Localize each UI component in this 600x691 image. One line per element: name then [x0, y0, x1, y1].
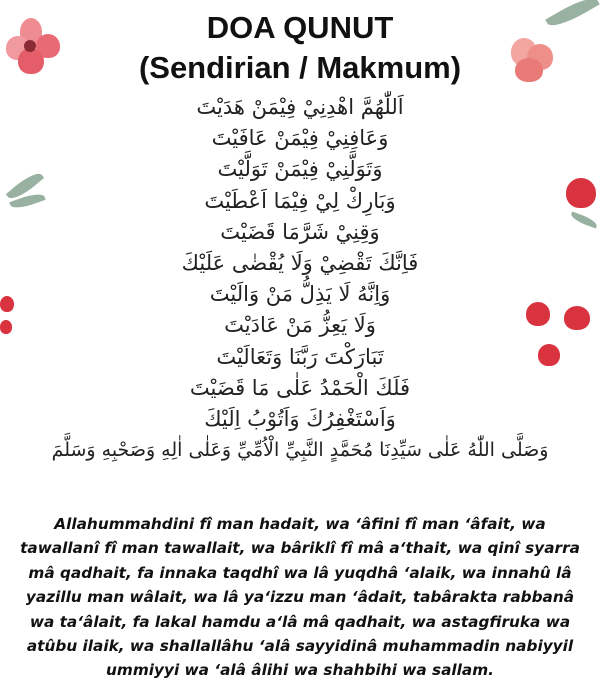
arabic-line: اَللّٰهُمَّ اهْدِنِيْ فِيْمَنْ هَدَيْتَ: [196, 95, 404, 119]
transliteration-line: ummiyyi wa ‘alâ âlihi wa shahbihi wa sallam.: [105, 661, 494, 680]
arabic-line: تَبَارَكْتَ رَبَّنَا وَتَعَالَيْتَ: [216, 344, 384, 369]
arabic-line: وَصَلَّى اللّٰهُ عَلٰى سَيِّدِنَا مُحَمَّدٍ النَّبِيِّ الْاُمِّيِّ وَعَلٰى اٰلِهِ وَصَحْبِهِ وَسَلَّمَ: [51, 439, 549, 462]
transliteration-line: yazillu man wâlait, wa lâ ya‘izzu man ‘âdait, tabârakta rabbanâ: [25, 588, 575, 607]
arabic-line: فَلَكَ الْحَمْدُ عَلٰى مَا قَضَيْتَ: [189, 375, 411, 400]
arabic-line: وَاِنَّهُ لَا يَذِلُّ مَنْ وَالَيْتَ: [209, 282, 391, 307]
arabic-line: وَاَسْتَغْفِرُكَ وَاَتُوْبُ اِلَيْكَ: [204, 407, 396, 432]
arabic-line: وَلَا يَعِزُّ مَنْ عَادَيْتَ: [224, 313, 376, 338]
arabic-line: فَاِنَّكَ تَقْضِيْ وَلَا يُقْضٰى عَلَيْكَ: [181, 251, 419, 276]
arabic-line: وَتَوَلَّنِيْ فِيْمَنْ تَوَلَّيْتَ: [217, 157, 383, 182]
transliteration-line: wa ta‘âlait, fa lakal hamdu a‘lâ mâ qadhait, wa astagfiruka wa: [29, 612, 571, 631]
flower-decoration-left-low: [0, 292, 20, 362]
page-title: DOA QUNUT: [206, 10, 394, 45]
arabic-line: وَبَارِكْ لِيْ فِيْمَا اَعْطَيْتَ: [204, 188, 396, 213]
arabic-line: وَقِنِيْ شَرَّمَا قَضَيْتَ: [220, 219, 380, 244]
transliteration-line: tawallanî fî man tawallait, wa bâriklî fî mâ a‘thait, wa qinî syarra: [20, 539, 580, 558]
arabic-line: وَعَافِنِيْ فِيْمَنْ عَافَيْتَ: [211, 126, 389, 151]
transliteration-text: [15, 512, 585, 683]
arabic-prayer-text: [20, 92, 580, 466]
transliteration-line: Allahummahdini fî man hadait, wa ‘âfini fî man ‘âfait, wa: [54, 515, 546, 533]
transliteration-line: mâ qadhait, fa innaka taqdhî wa lâ yuqdhâ ‘alaik, wa innahû lâ: [28, 563, 572, 582]
transliteration-line: atûbu ilaik, wa shallallâhu ‘alâ sayyidinâ muhammadin nabiyyil: [26, 637, 574, 656]
page-subtitle: (Sendirian / Makmum): [138, 50, 462, 85]
